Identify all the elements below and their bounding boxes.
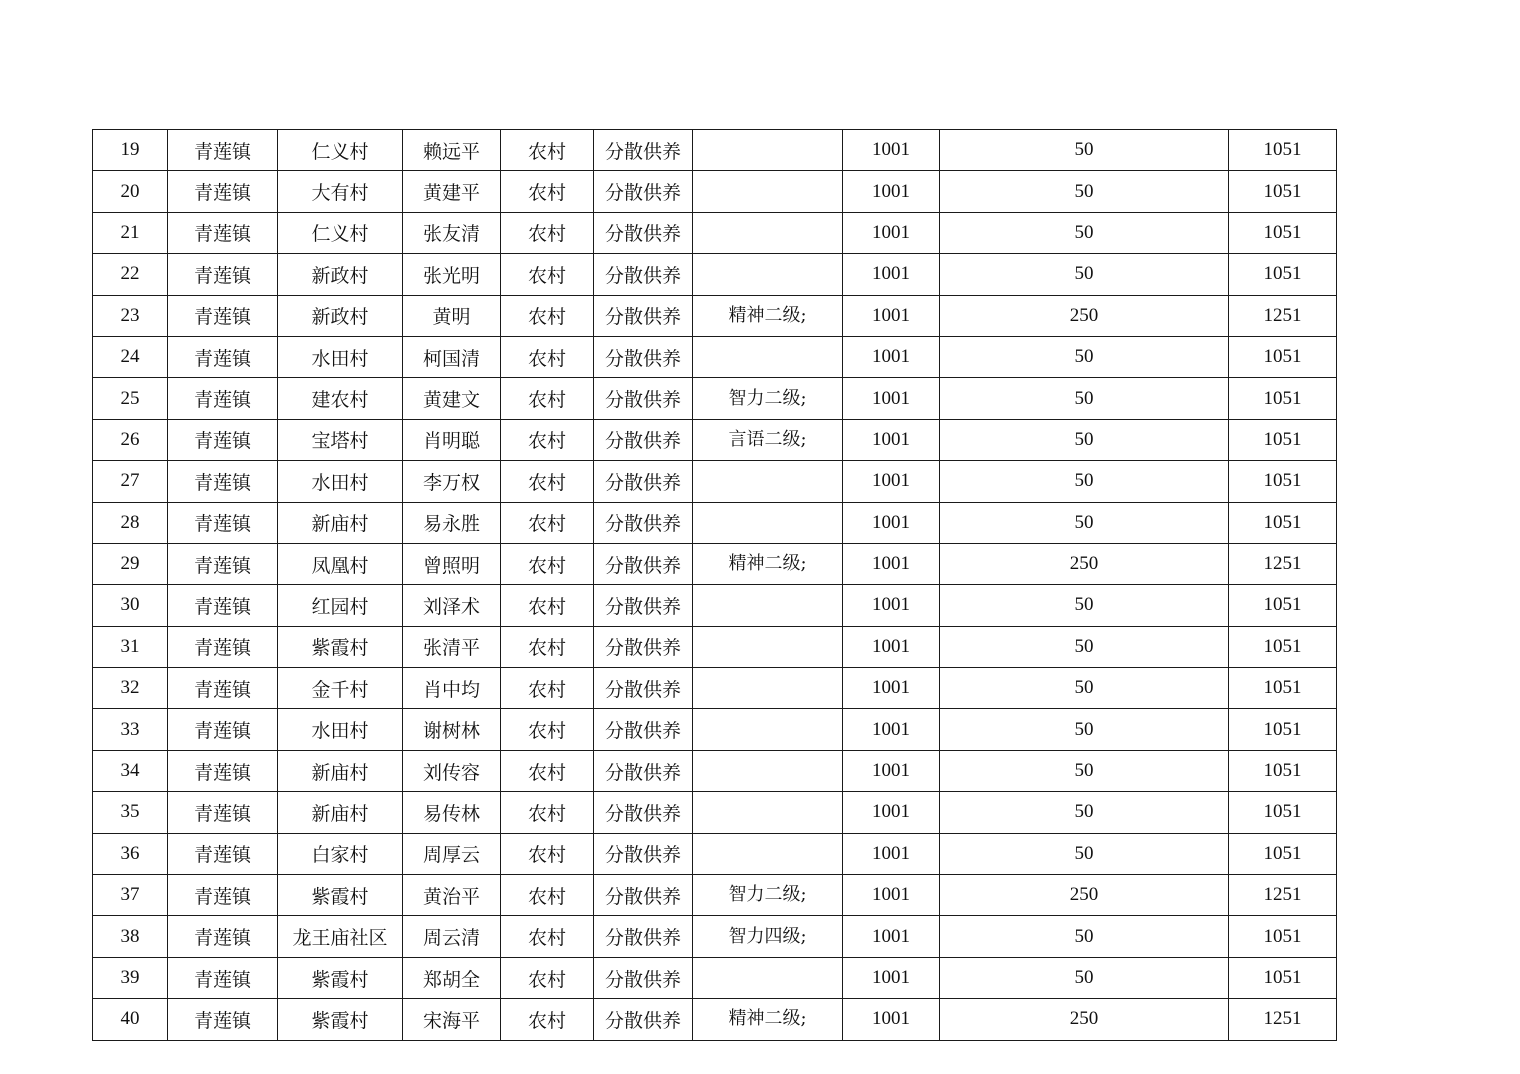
table-row — [93, 336, 1337, 377]
row-number-cell: 19 — [93, 130, 168, 171]
area-type-cell: 农村 — [501, 295, 594, 336]
base-amount-cell: 1001 — [843, 336, 940, 377]
area-type-cell: 农村 — [501, 792, 594, 833]
support-type-cell: 分散供养 — [594, 336, 693, 377]
support-type-cell: 分散供养 — [594, 750, 693, 791]
table-row — [93, 626, 1337, 667]
subsidy-amount-cell: 250 — [940, 295, 1229, 336]
table-row — [93, 254, 1337, 295]
area-type-cell: 农村 — [501, 419, 594, 460]
area-type-cell: 农村 — [501, 585, 594, 626]
disability-cell: 智力二级; — [693, 378, 843, 419]
town-cell: 青莲镇 — [168, 999, 278, 1040]
base-amount-cell: 1001 — [843, 502, 940, 543]
town-cell: 青莲镇 — [168, 336, 278, 377]
support-type-cell: 分散供养 — [594, 668, 693, 709]
support-type-cell: 分散供养 — [594, 378, 693, 419]
subsidy-amount-cell: 50 — [940, 419, 1229, 460]
disability-cell — [693, 626, 843, 667]
support-type-cell: 分散供养 — [594, 461, 693, 502]
disability-cell: 智力四级; — [693, 916, 843, 957]
table-row — [93, 709, 1337, 750]
disability-cell — [693, 750, 843, 791]
village-cell: 红园村 — [278, 585, 403, 626]
support-type-cell: 分散供养 — [594, 957, 693, 998]
table-row — [93, 792, 1337, 833]
area-type-cell: 农村 — [501, 999, 594, 1040]
area-type-cell: 农村 — [501, 875, 594, 916]
area-type-cell: 农村 — [501, 626, 594, 667]
area-type-cell: 农村 — [501, 750, 594, 791]
total-amount-cell: 1051 — [1229, 957, 1337, 998]
disability-cell — [693, 171, 843, 212]
village-cell: 新政村 — [278, 295, 403, 336]
row-number-cell: 34 — [93, 750, 168, 791]
name-cell: 张友清 — [403, 212, 501, 253]
area-type-cell: 农村 — [501, 668, 594, 709]
name-cell: 黄治平 — [403, 875, 501, 916]
row-number-cell: 24 — [93, 336, 168, 377]
table-row — [93, 833, 1337, 874]
name-cell: 肖中均 — [403, 668, 501, 709]
total-amount-cell: 1051 — [1229, 419, 1337, 460]
disability-cell — [693, 668, 843, 709]
town-cell: 青莲镇 — [168, 419, 278, 460]
row-number-cell: 26 — [93, 419, 168, 460]
village-cell: 金千村 — [278, 668, 403, 709]
base-amount-cell: 1001 — [843, 295, 940, 336]
subsidy-amount-cell: 50 — [940, 833, 1229, 874]
row-number-cell: 29 — [93, 543, 168, 584]
table-row — [93, 916, 1337, 957]
name-cell: 柯国清 — [403, 336, 501, 377]
total-amount-cell: 1251 — [1229, 875, 1337, 916]
town-cell: 青莲镇 — [168, 792, 278, 833]
total-amount-cell: 1051 — [1229, 916, 1337, 957]
disability-cell: 智力二级; — [693, 875, 843, 916]
area-type-cell: 农村 — [501, 916, 594, 957]
name-cell: 易永胜 — [403, 502, 501, 543]
village-cell: 仁义村 — [278, 212, 403, 253]
total-amount-cell: 1251 — [1229, 543, 1337, 584]
village-cell: 新庙村 — [278, 502, 403, 543]
town-cell: 青莲镇 — [168, 171, 278, 212]
total-amount-cell: 1251 — [1229, 295, 1337, 336]
village-cell: 仁义村 — [278, 130, 403, 171]
subsidy-amount-cell: 50 — [940, 626, 1229, 667]
total-amount-cell: 1051 — [1229, 750, 1337, 791]
disability-cell: 言语二级; — [693, 419, 843, 460]
support-type-cell: 分散供养 — [594, 254, 693, 295]
disability-cell — [693, 461, 843, 502]
row-number-cell: 27 — [93, 461, 168, 502]
subsidy-amount-cell: 250 — [940, 999, 1229, 1040]
base-amount-cell: 1001 — [843, 626, 940, 667]
total-amount-cell: 1051 — [1229, 502, 1337, 543]
village-cell: 紫霞村 — [278, 626, 403, 667]
row-number-cell: 35 — [93, 792, 168, 833]
row-number-cell: 40 — [93, 999, 168, 1040]
table-row — [93, 999, 1337, 1040]
subsidy-amount-cell: 50 — [940, 792, 1229, 833]
support-type-cell: 分散供养 — [594, 585, 693, 626]
table-row — [93, 461, 1337, 502]
village-cell: 水田村 — [278, 461, 403, 502]
village-cell: 紫霞村 — [278, 999, 403, 1040]
total-amount-cell: 1251 — [1229, 999, 1337, 1040]
total-amount-cell: 1051 — [1229, 336, 1337, 377]
row-number-cell: 22 — [93, 254, 168, 295]
town-cell: 青莲镇 — [168, 502, 278, 543]
table-row — [93, 543, 1337, 584]
total-amount-cell: 1051 — [1229, 130, 1337, 171]
disability-cell: 精神二级; — [693, 295, 843, 336]
area-type-cell: 农村 — [501, 378, 594, 419]
base-amount-cell: 1001 — [843, 668, 940, 709]
village-cell: 白家村 — [278, 833, 403, 874]
total-amount-cell: 1051 — [1229, 585, 1337, 626]
area-type-cell: 农村 — [501, 212, 594, 253]
disability-cell — [693, 792, 843, 833]
support-type-cell: 分散供养 — [594, 502, 693, 543]
subsidy-amount-cell: 250 — [940, 875, 1229, 916]
town-cell: 青莲镇 — [168, 875, 278, 916]
village-cell: 宝塔村 — [278, 419, 403, 460]
table-row — [93, 668, 1337, 709]
base-amount-cell: 1001 — [843, 750, 940, 791]
town-cell: 青莲镇 — [168, 916, 278, 957]
town-cell: 青莲镇 — [168, 833, 278, 874]
name-cell: 周云清 — [403, 916, 501, 957]
row-number-cell: 31 — [93, 626, 168, 667]
area-type-cell: 农村 — [501, 502, 594, 543]
base-amount-cell: 1001 — [843, 419, 940, 460]
table-row — [93, 750, 1337, 791]
area-type-cell: 农村 — [501, 130, 594, 171]
name-cell: 宋海平 — [403, 999, 501, 1040]
disability-cell — [693, 212, 843, 253]
total-amount-cell: 1051 — [1229, 626, 1337, 667]
name-cell: 李万权 — [403, 461, 501, 502]
table-row — [93, 957, 1337, 998]
total-amount-cell: 1051 — [1229, 461, 1337, 502]
total-amount-cell: 1051 — [1229, 833, 1337, 874]
town-cell: 青莲镇 — [168, 709, 278, 750]
disability-cell — [693, 957, 843, 998]
town-cell: 青莲镇 — [168, 254, 278, 295]
subsidy-amount-cell: 50 — [940, 709, 1229, 750]
base-amount-cell: 1001 — [843, 543, 940, 584]
town-cell: 青莲镇 — [168, 212, 278, 253]
row-number-cell: 32 — [93, 668, 168, 709]
town-cell: 青莲镇 — [168, 295, 278, 336]
table-body — [93, 130, 1337, 1041]
area-type-cell: 农村 — [501, 171, 594, 212]
base-amount-cell: 1001 — [843, 999, 940, 1040]
subsidy-amount-cell: 50 — [940, 254, 1229, 295]
base-amount-cell: 1001 — [843, 709, 940, 750]
subsidy-amount-cell: 50 — [940, 502, 1229, 543]
name-cell: 黄建平 — [403, 171, 501, 212]
total-amount-cell: 1051 — [1229, 709, 1337, 750]
table-row — [93, 875, 1337, 916]
row-number-cell: 23 — [93, 295, 168, 336]
disability-cell: 精神二级; — [693, 543, 843, 584]
table-row — [93, 502, 1337, 543]
support-type-cell: 分散供养 — [594, 916, 693, 957]
subsidy-amount-cell: 50 — [940, 336, 1229, 377]
subsidy-amount-cell: 50 — [940, 916, 1229, 957]
records-table — [92, 129, 1337, 1041]
name-cell: 张清平 — [403, 626, 501, 667]
area-type-cell: 农村 — [501, 709, 594, 750]
row-number-cell: 37 — [93, 875, 168, 916]
name-cell: 黄明 — [403, 295, 501, 336]
table-row — [93, 295, 1337, 336]
subsidy-amount-cell: 250 — [940, 543, 1229, 584]
table-row — [93, 419, 1337, 460]
subsidy-amount-cell: 50 — [940, 130, 1229, 171]
area-type-cell: 农村 — [501, 833, 594, 874]
village-cell: 紫霞村 — [278, 957, 403, 998]
subsidy-amount-cell: 50 — [940, 750, 1229, 791]
support-type-cell: 分散供养 — [594, 792, 693, 833]
support-type-cell: 分散供养 — [594, 709, 693, 750]
subsidy-amount-cell: 50 — [940, 212, 1229, 253]
table-row — [93, 130, 1337, 171]
village-cell: 水田村 — [278, 709, 403, 750]
table-row — [93, 212, 1337, 253]
total-amount-cell: 1051 — [1229, 254, 1337, 295]
name-cell: 肖明聪 — [403, 419, 501, 460]
support-type-cell: 分散供养 — [594, 295, 693, 336]
table-row — [93, 378, 1337, 419]
row-number-cell: 38 — [93, 916, 168, 957]
village-cell: 建农村 — [278, 378, 403, 419]
village-cell: 新庙村 — [278, 750, 403, 791]
disability-cell — [693, 502, 843, 543]
base-amount-cell: 1001 — [843, 378, 940, 419]
row-number-cell: 33 — [93, 709, 168, 750]
base-amount-cell: 1001 — [843, 585, 940, 626]
area-type-cell: 农村 — [501, 254, 594, 295]
support-type-cell: 分散供养 — [594, 875, 693, 916]
village-cell: 水田村 — [278, 336, 403, 377]
village-cell: 紫霞村 — [278, 875, 403, 916]
base-amount-cell: 1001 — [843, 875, 940, 916]
support-type-cell: 分散供养 — [594, 626, 693, 667]
name-cell: 周厚云 — [403, 833, 501, 874]
area-type-cell: 农村 — [501, 336, 594, 377]
town-cell: 青莲镇 — [168, 543, 278, 584]
town-cell: 青莲镇 — [168, 668, 278, 709]
row-number-cell: 30 — [93, 585, 168, 626]
subsidy-amount-cell: 50 — [940, 957, 1229, 998]
name-cell: 曾照明 — [403, 543, 501, 584]
subsidy-amount-cell: 50 — [940, 461, 1229, 502]
disability-cell — [693, 336, 843, 377]
support-type-cell: 分散供养 — [594, 999, 693, 1040]
base-amount-cell: 1001 — [843, 792, 940, 833]
disability-cell — [693, 709, 843, 750]
name-cell: 郑胡全 — [403, 957, 501, 998]
base-amount-cell: 1001 — [843, 212, 940, 253]
area-type-cell: 农村 — [501, 461, 594, 502]
base-amount-cell: 1001 — [843, 254, 940, 295]
base-amount-cell: 1001 — [843, 461, 940, 502]
village-cell: 凤凰村 — [278, 543, 403, 584]
base-amount-cell: 1001 — [843, 833, 940, 874]
name-cell: 易传林 — [403, 792, 501, 833]
support-type-cell: 分散供养 — [594, 543, 693, 584]
row-number-cell: 20 — [93, 171, 168, 212]
base-amount-cell: 1001 — [843, 957, 940, 998]
total-amount-cell: 1051 — [1229, 378, 1337, 419]
area-type-cell: 农村 — [501, 543, 594, 584]
support-type-cell: 分散供养 — [594, 171, 693, 212]
name-cell: 刘泽术 — [403, 585, 501, 626]
base-amount-cell: 1001 — [843, 171, 940, 212]
row-number-cell: 28 — [93, 502, 168, 543]
town-cell: 青莲镇 — [168, 957, 278, 998]
town-cell: 青莲镇 — [168, 626, 278, 667]
subsidy-amount-cell: 50 — [940, 378, 1229, 419]
name-cell: 黄建文 — [403, 378, 501, 419]
name-cell: 赖远平 — [403, 130, 501, 171]
town-cell: 青莲镇 — [168, 750, 278, 791]
subsidy-amount-cell: 50 — [940, 585, 1229, 626]
village-cell: 龙王庙社区 — [278, 916, 403, 957]
row-number-cell: 39 — [93, 957, 168, 998]
row-number-cell: 21 — [93, 212, 168, 253]
subsidy-amount-cell: 50 — [940, 668, 1229, 709]
disability-cell — [693, 130, 843, 171]
support-type-cell: 分散供养 — [594, 833, 693, 874]
area-type-cell: 农村 — [501, 957, 594, 998]
base-amount-cell: 1001 — [843, 130, 940, 171]
subsidy-amount-cell: 50 — [940, 171, 1229, 212]
support-type-cell: 分散供养 — [594, 130, 693, 171]
row-number-cell: 25 — [93, 378, 168, 419]
total-amount-cell: 1051 — [1229, 792, 1337, 833]
town-cell: 青莲镇 — [168, 461, 278, 502]
table-row — [93, 171, 1337, 212]
village-cell: 新庙村 — [278, 792, 403, 833]
support-type-cell: 分散供养 — [594, 212, 693, 253]
name-cell: 张光明 — [403, 254, 501, 295]
village-cell: 新政村 — [278, 254, 403, 295]
town-cell: 青莲镇 — [168, 130, 278, 171]
name-cell: 刘传容 — [403, 750, 501, 791]
town-cell: 青莲镇 — [168, 378, 278, 419]
row-number-cell: 36 — [93, 833, 168, 874]
village-cell: 大有村 — [278, 171, 403, 212]
disability-cell: 精神二级; — [693, 999, 843, 1040]
disability-cell — [693, 254, 843, 295]
name-cell: 谢树林 — [403, 709, 501, 750]
support-type-cell: 分散供养 — [594, 419, 693, 460]
disability-cell — [693, 833, 843, 874]
disability-cell — [693, 585, 843, 626]
total-amount-cell: 1051 — [1229, 212, 1337, 253]
town-cell: 青莲镇 — [168, 585, 278, 626]
base-amount-cell: 1001 — [843, 916, 940, 957]
total-amount-cell: 1051 — [1229, 668, 1337, 709]
total-amount-cell: 1051 — [1229, 171, 1337, 212]
table-row — [93, 585, 1337, 626]
